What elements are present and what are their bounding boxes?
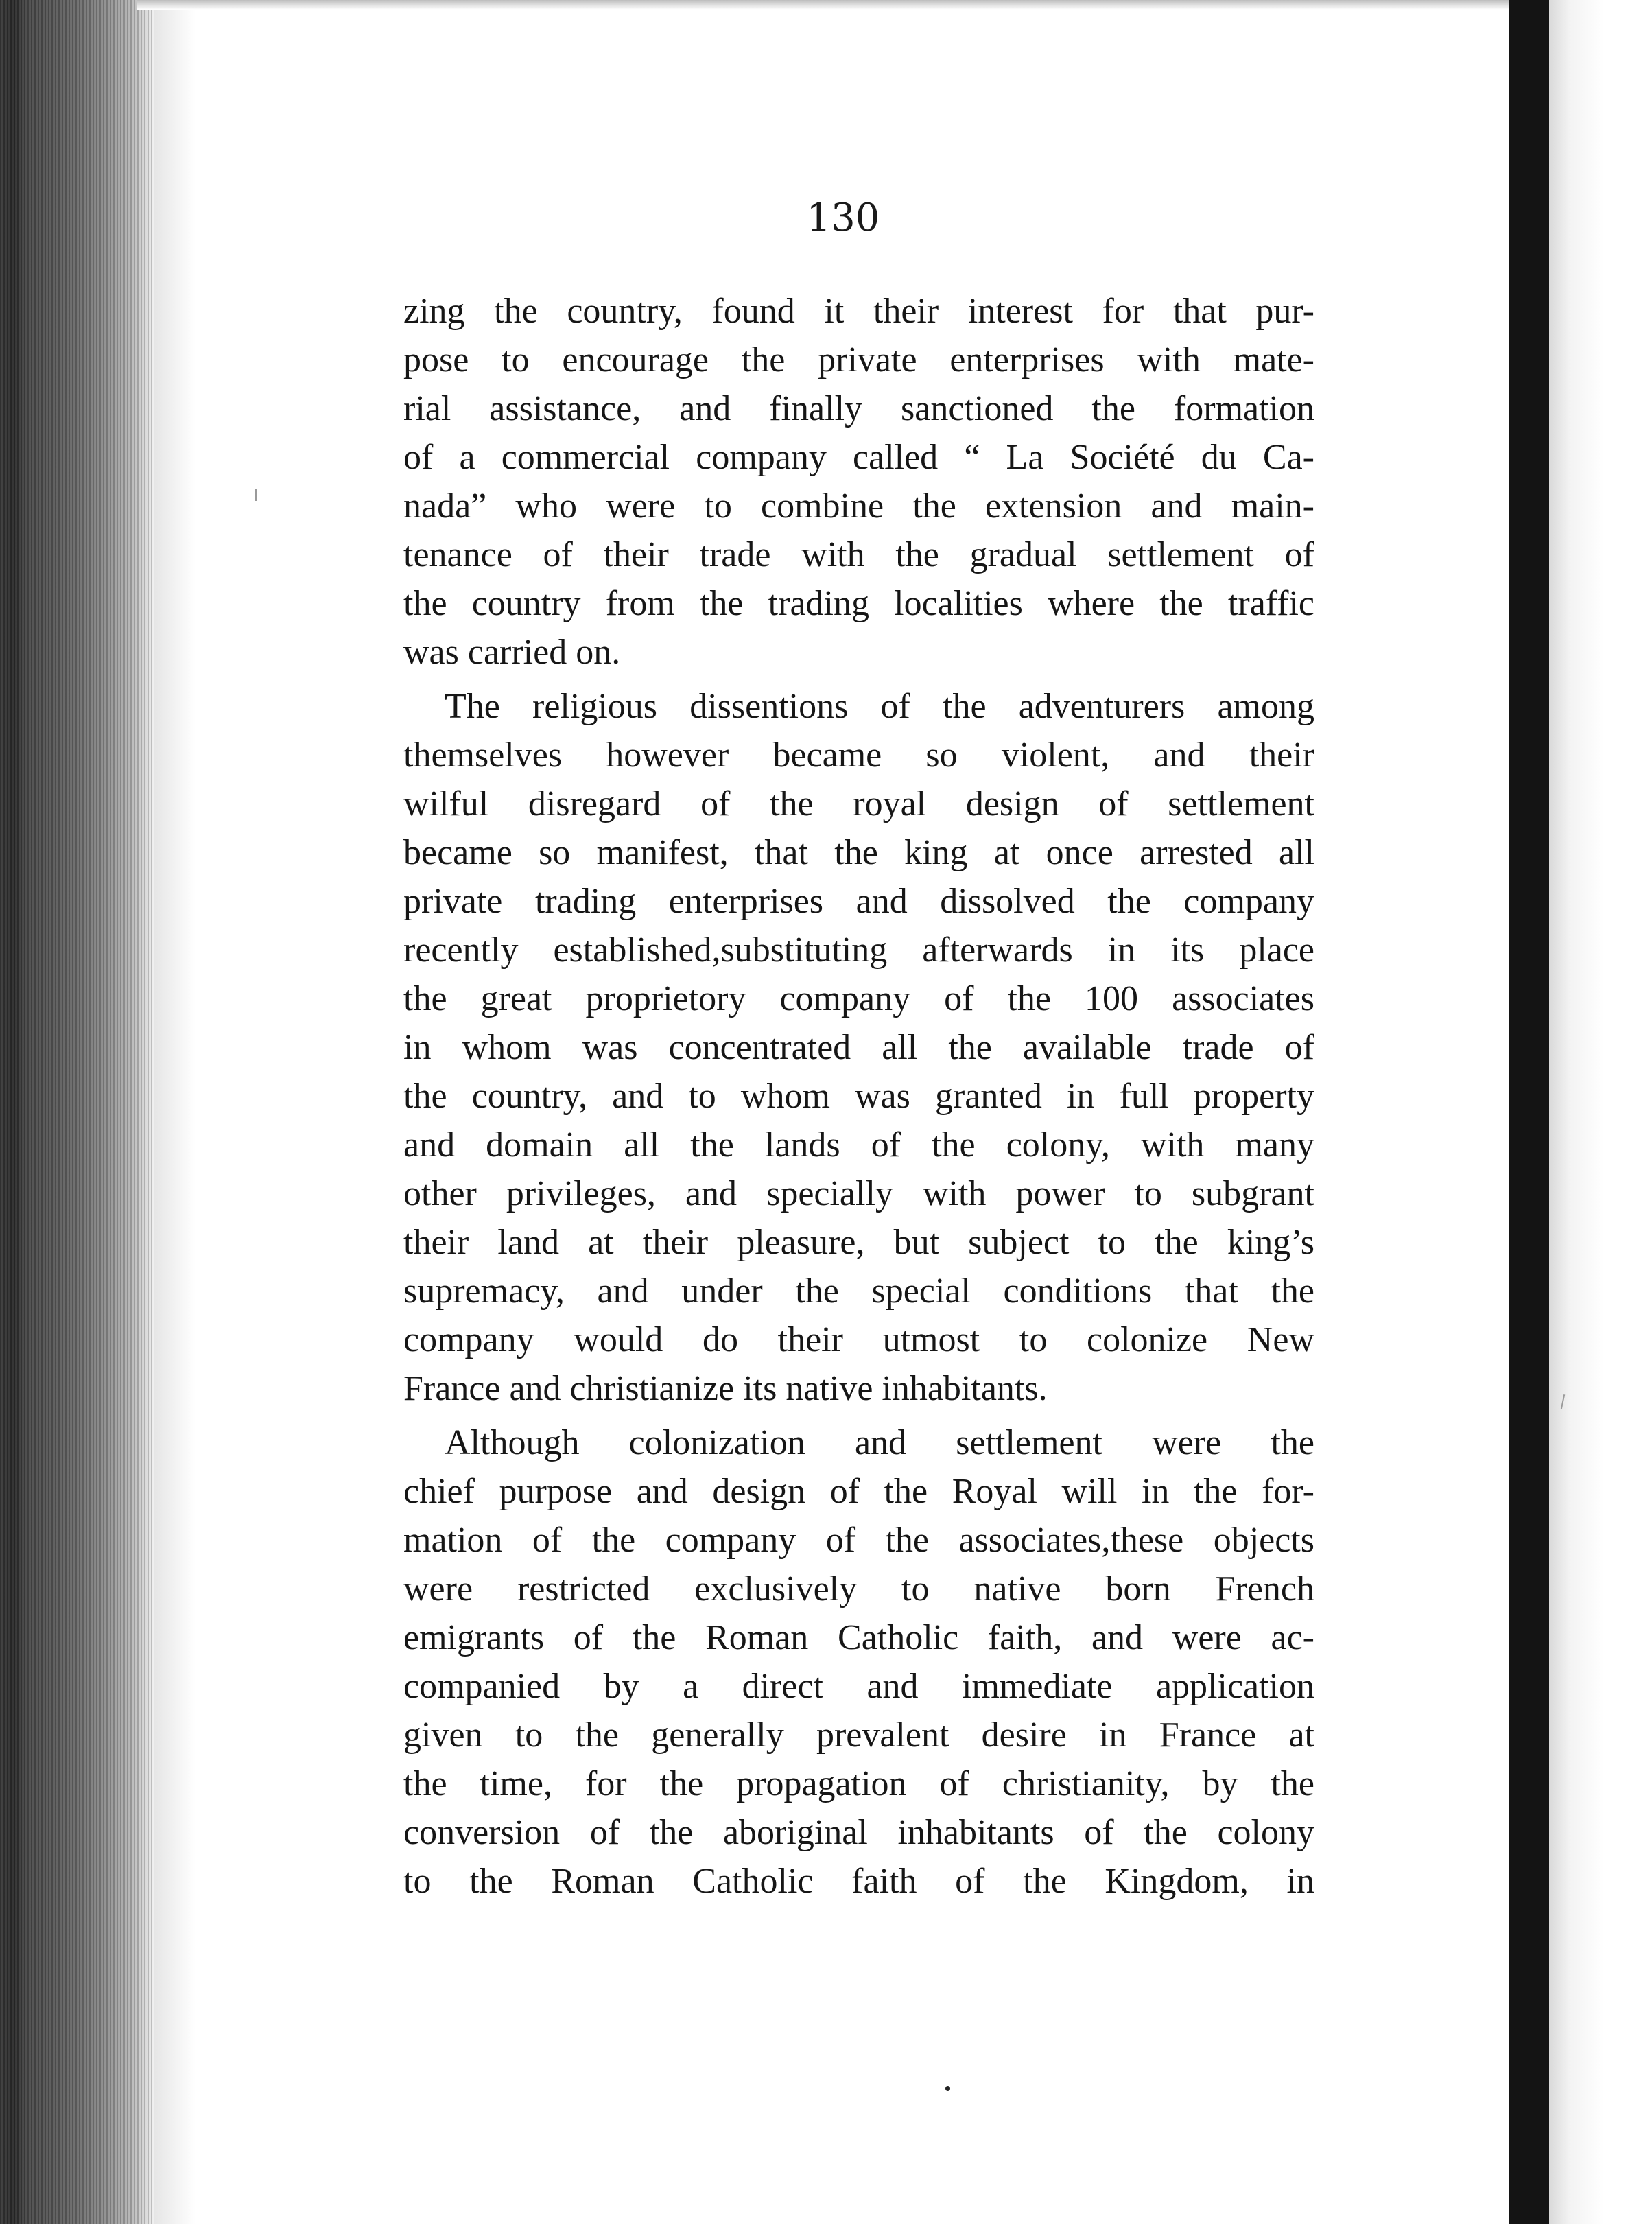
text-line: private trading enterprises and dissolved the company — [403, 882, 1314, 921]
text-line: in whom was concentrated all the available trade of — [403, 1028, 1314, 1067]
right-margin — [1549, 0, 1652, 2224]
body-text — [403, 287, 1314, 1906]
text-line: became so manifest, that the king at once arrested all — [403, 833, 1314, 872]
text-line: nada” who were to combine the extension and main- — [403, 487, 1314, 526]
text-line: and domain all the lands of the colony, with many — [403, 1125, 1314, 1164]
text-line: emigrants of the Roman Catholic faith, and were ac- — [403, 1618, 1314, 1657]
text-line: the time, for the propagation of christianity, by the — [403, 1764, 1314, 1803]
paragraph-1 — [403, 287, 1314, 677]
paragraph-3 — [403, 1418, 1314, 1906]
text-line: recently established,substituting afterwards in its place — [403, 930, 1314, 970]
text-line: company would do their utmost to colonize New — [403, 1320, 1314, 1359]
text-line: the country, and to whom was granted in full property — [403, 1077, 1314, 1116]
stray-mark — [255, 489, 257, 501]
text-line: their land at their pleasure, but subject to the king’s — [403, 1223, 1314, 1262]
text-line: other privileges, and specially with power to subgrant — [403, 1174, 1314, 1213]
text-line: given to the generally prevalent desire in France at — [403, 1716, 1314, 1755]
book-binding-edge — [0, 0, 154, 2224]
text-line: of a commercial company called “ La Société du Ca- — [403, 438, 1314, 477]
text-line: Although colonization and settlement were the — [445, 1423, 1314, 1462]
text-line: were restricted exclusively to native born French — [403, 1569, 1314, 1608]
text-line: to the Roman Catholic faith of the Kingdom, in — [403, 1862, 1314, 1901]
text-line: zing the country, found it their interest for that pur- — [403, 292, 1314, 331]
top-page-edge — [137, 0, 1516, 10]
text-line: chief purpose and design of the Royal will in the for- — [403, 1472, 1314, 1511]
text-line: wilful disregard of the royal design of settlement — [403, 784, 1314, 823]
text-line: themselves however became so violent, and their — [403, 736, 1314, 775]
text-line: tenance of their trade with the gradual settlement of — [403, 535, 1314, 574]
text-line: conversion of the aboriginal inhabitants of the colony — [403, 1813, 1314, 1852]
text-line: was carried on. — [403, 633, 621, 672]
text-line: pose to encourage the private enterprises with mate- — [403, 340, 1314, 379]
paragraph-2 — [403, 682, 1314, 1413]
text-line: the country from the trading localities where the traffic — [403, 584, 1314, 623]
text-line: supremacy, and under the special conditions that the — [403, 1272, 1314, 1311]
text-line: companied by a direct and immediate application — [403, 1667, 1314, 1706]
gutter-shadow — [154, 0, 196, 2224]
right-scan-border — [1509, 0, 1549, 2224]
text-line: The religious dissentions of the adventurers among — [445, 687, 1314, 726]
text-line: the great proprietory company of the 100 associates — [403, 979, 1314, 1018]
text-line: France and christianize its native inhabitants. — [403, 1369, 1048, 1408]
page-number: 130 — [806, 196, 880, 240]
ink-speck — [945, 2086, 950, 2091]
text-line: mation of the company of the associates,these objects — [403, 1521, 1314, 1560]
text-line: rial assistance, and finally sanctioned the formation — [403, 389, 1314, 428]
